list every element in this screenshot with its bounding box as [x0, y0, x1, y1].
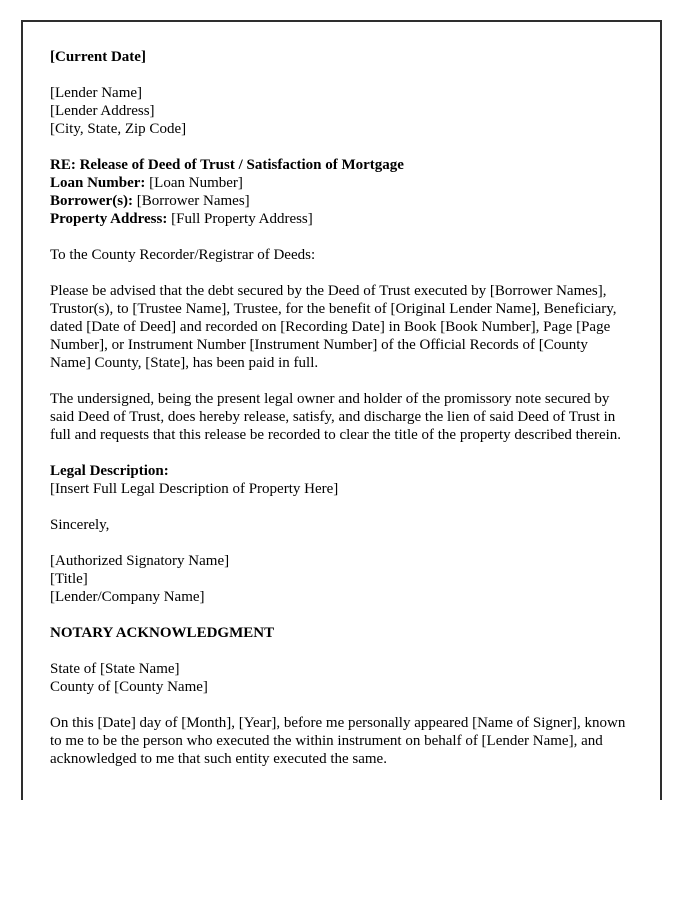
- legal-description-value: [Insert Full Legal Description of Property Here]: [50, 481, 339, 497]
- borrowers-line: [50, 192, 630, 210]
- notary-state-line: State of [State Name]: [50, 661, 180, 677]
- lender-city-state-zip-line: [City, State, Zip Code]: [50, 121, 187, 137]
- loan-number-line: [50, 174, 630, 192]
- letter-page: [21, 20, 662, 800]
- lender-address-line: [Lender Address]: [50, 103, 155, 119]
- re-block: [50, 156, 630, 228]
- notary-venue-block: [50, 660, 630, 696]
- notary-heading: NOTARY ACKNOWLEDGMENT: [50, 625, 275, 641]
- salutation: To the County Recorder/Registrar of Deeds:: [50, 247, 316, 263]
- legal-description-label: Legal Description:: [50, 463, 169, 479]
- lender-address-block: [50, 84, 630, 138]
- re-subject-line: RE: Release of Deed of Trust / Satisfaction of Mortgage: [50, 157, 404, 173]
- property-address-value: [Full Property Address]: [171, 211, 313, 227]
- signatory-name-line: [Authorized Signatory Name]: [50, 553, 230, 569]
- property-address-label: Property Address:: [50, 211, 168, 227]
- signature-block: [50, 552, 630, 606]
- body-paragraph-1: Please be advised that the debt secured by the Deed of Trust executed by [Borrower Names], Trustor(s), to [Trustee Name], Trustee, for the benefit of [Original Lender Name], Beneficiary, dated [Date of Deed] and recorded on [Recording Date] in Book [Book Number], Page [Page Number], or Instrument Number [Instrument Number] of the Official Records of [County Name] County, [State], has been paid in full.: [50, 283, 617, 371]
- lender-name-line: [Lender Name]: [50, 85, 143, 101]
- notary-county-line: County of [County Name]: [50, 679, 208, 695]
- loan-number-value: [Loan Number]: [149, 175, 243, 191]
- property-address-line: [50, 210, 630, 228]
- notary-paragraph: On this [Date] day of [Month], [Year], before me personally appeared [Name of Signer], known to me to be the person who executed the within instrument on behalf of [Lender Name], and acknowledged to me that such entity executed the same.: [50, 715, 626, 767]
- legal-description-block: [50, 462, 630, 498]
- current-date: [Current Date]: [50, 49, 146, 65]
- closing: Sincerely,: [50, 517, 110, 533]
- borrowers-value: [Borrower Names]: [136, 193, 250, 209]
- loan-number-label: Loan Number:: [50, 175, 146, 191]
- borrowers-label: Borrower(s):: [50, 193, 134, 209]
- signatory-title-line: [Title]: [50, 571, 88, 587]
- body-paragraph-2: The undersigned, being the present legal owner and holder of the promissory note secured by said Deed of Trust, does hereby release, satisfy, and discharge the lien of said Deed of Trust in full and requests that this release be recorded to clear the title of the property described therein.: [50, 391, 622, 443]
- signatory-company-line: [Lender/Company Name]: [50, 589, 205, 605]
